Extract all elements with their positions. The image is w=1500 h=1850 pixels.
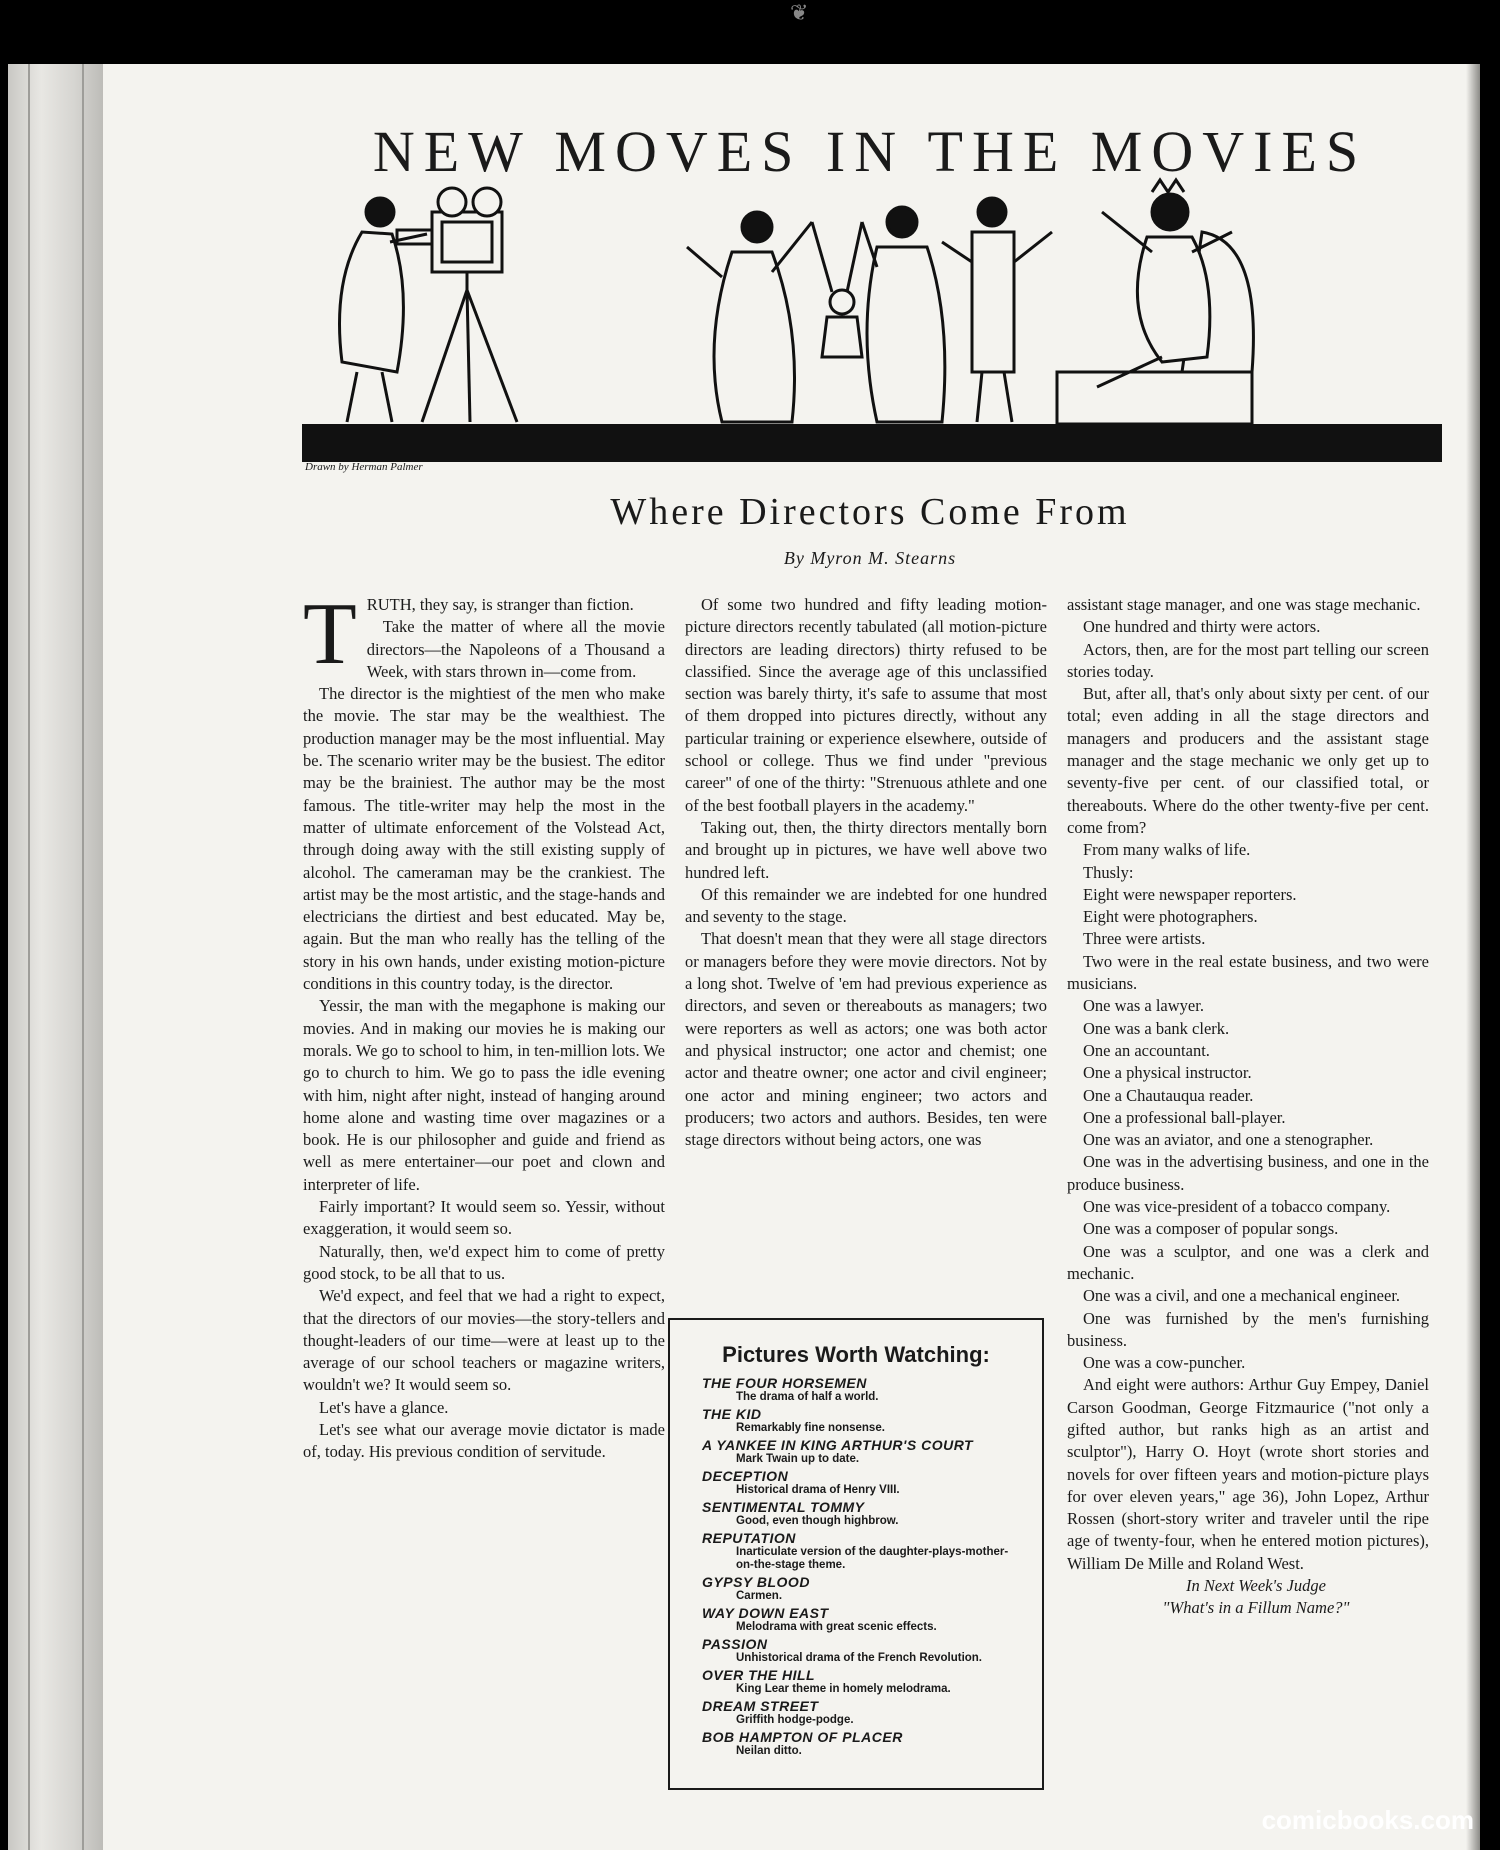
- recommendation-item: [702, 1407, 1022, 1438]
- movie-title: THE KID: [702, 1406, 762, 1422]
- movie-title: WAY DOWN EAST: [702, 1605, 829, 1621]
- article-paragraph: One a Chautauqua reader.: [1083, 1085, 1254, 1105]
- movie-title: OVER THE HILL: [702, 1667, 816, 1683]
- article-column-2: [685, 594, 1047, 1151]
- movie-title: BOB HAMPTON OF PLACER: [702, 1729, 903, 1745]
- movie-title: GYPSY BLOOD: [702, 1574, 810, 1590]
- article-paragraph: One was a bank clerk.: [1083, 1018, 1230, 1038]
- article-paragraph: We'd expect, and feel that we had a right to expect, that the directors of our movies—the story-tellers and thought-leaders of our time—were at least up to the average of our school teachers or magazine writers, wouldn't we? It would seem so.: [303, 1286, 665, 1395]
- article-paragraph: RUTH, they say, is stranger than fiction.: [366, 595, 634, 614]
- movie-title: DREAM STREET: [702, 1698, 819, 1714]
- byline: By Myron M. Stearns: [783, 548, 957, 568]
- box-title: Pictures Worth Watching:: [722, 1342, 990, 1367]
- recommendation-item: [702, 1500, 1022, 1531]
- movie-description: Unhistorical drama of the French Revolution.: [736, 1652, 983, 1664]
- article-paragraph: One was a sculptor, and one was a clerk and mechanic.: [1067, 1241, 1429, 1283]
- article-paragraph: assistant stage manager, and one was stage mechanic.: [1067, 595, 1421, 614]
- movie-title: A YANKEE IN KING ARTHUR'S COURT: [702, 1437, 974, 1453]
- article-paragraph: One was an aviator, and one a stenographer.: [1083, 1130, 1374, 1150]
- recommendation-item: [702, 1531, 1022, 1575]
- article-paragraph: One a physical instructor.: [1083, 1063, 1252, 1083]
- article-paragraph: One was a civil, and one a mechanical engineer.: [1083, 1286, 1401, 1306]
- recommendation-item: [702, 1668, 1022, 1699]
- binding-edge: [82, 64, 84, 1850]
- article-paragraph: That doesn't mean that they were all stage directors or managers before they were movie directors. Not by a long shot. Twelve of 'em had previous experience as directors, and seven or thereabouts as managers; two were reporters as well as actors; one was both actor and physical instructor; one actor and chemist; one actor and theatre owner; one actor and civil engineer; one actor and mining engineer; two actors and producers; two actors and authors. Besides, ten were stage directors without being actors, one was: [685, 929, 1047, 1150]
- watermark: comicbooks.com: [1261, 1805, 1474, 1835]
- article-paragraph: Eight were photographers.: [1083, 907, 1258, 927]
- article-paragraph: From many walks of life.: [1083, 840, 1251, 860]
- movie-title: REPUTATION: [702, 1530, 796, 1546]
- movie-description: Neilan ditto.: [736, 1745, 802, 1757]
- drop-cap: T: [303, 586, 357, 683]
- article-paragraph: And eight were authors: Arthur Guy Empey, Daniel Carson Goodman, George Fitzmaurice ("not only a gifted author, but ranks high as an artist and sculptor"), Harry O. Hoyt (wrote short stories and novels for over fifteen years and motion-picture plays for over eleven years," age 36), John Lopez, Arthur Rossen (short-story writer and traveler until the ripe age of twenty-four, when he entered motion pictures), William De Mille and Roland West.: [1067, 1375, 1429, 1573]
- movie-description: Historical drama of Henry VIII.: [736, 1484, 900, 1496]
- movie-description: Carmen.: [736, 1590, 783, 1602]
- article-paragraph: Naturally, then, we'd expect him to come of pretty good stock, to be all that to us.: [303, 1241, 665, 1283]
- article-paragraph: One an accountant.: [1083, 1040, 1210, 1060]
- article-paragraph: Yessir, the man with the megaphone is making our movies. And in making our movies he is making our morals. We go to school to him, in ten-million lots. We go to church to him. We go to pass the idle evening with him, night after night, instead of hanging around home alone and wasting time over magazines or a book. He is our philosopher and guide and friend as well as mere entertainer—our poet and clown and interpreter of life.: [303, 996, 666, 1194]
- article-title: Where Directors Come From: [610, 491, 1130, 533]
- binding-edge: [28, 64, 30, 1850]
- article-paragraph: Taking out, then, the thirty directors mentally born and brought up in pictures, we have well above two hundred left.: [685, 817, 1047, 882]
- article-paragraph: One was furnished by the men's furnishing business.: [1067, 1308, 1429, 1350]
- recommendation-item: [702, 1376, 1022, 1407]
- article-paragraph: Thusly:: [1083, 862, 1134, 882]
- recommendation-item: [702, 1575, 1022, 1606]
- article-paragraph: One hundred and thirty were actors.: [1083, 617, 1321, 637]
- movie-description: Good, even though highbrow.: [736, 1515, 899, 1527]
- article-paragraph: Let's see what our average movie dictator is made of, today. His previous condition of servitude.: [303, 1419, 665, 1462]
- illustration-credit: Drawn by Herman Palmer: [305, 461, 423, 473]
- book-binding: [8, 64, 103, 1850]
- movie-description: Inarticulate version of the daughter-plays-mother-on-the-stage theme.: [736, 1546, 1009, 1571]
- movie-description: Remarkably fine nonsense.: [736, 1422, 885, 1434]
- movie-description: Melodrama with great scenic effects.: [736, 1621, 937, 1633]
- pictures-worth-watching-box: [668, 1318, 1044, 1790]
- article-paragraph: One was vice-president of a tobacco company.: [1083, 1197, 1391, 1217]
- recommendation-item: [702, 1730, 1022, 1761]
- article-column-3: [1067, 594, 1429, 1620]
- article-paragraph: Actors, then, are for the most part telling our screen stories today.: [1067, 639, 1429, 681]
- headline: NEW MOVES IN THE MOVIES: [372, 119, 1368, 184]
- article-paragraph: The director is the mightiest of the men who make the movie. The star may be the wealthiest. The production manager may be the most influential. May be. The scenario writer may be the busiest. The editor may be the brainiest. The author may be the most famous. The title-writer may help the most in the matter of ultimate enforcement of the Volstead Act, through doing away with the still existing supply of alcohol. The cameraman may be the crankiest. The artist may be the most artistic, and the stage-hands and electricians the dirtiest and best educated. May be, again. But the man who really has the telling of the story in his own hands, under existing motion-picture conditions in this country today, is the director.: [303, 684, 665, 994]
- article-paragraph: One was a lawyer.: [1083, 996, 1204, 1016]
- article-paragraph: Of some two hundred and fifty leading motion-picture directors recently tabulated (all motion-picture directors are leading directors) thirty refused to be classified. Since the average age of this unclassified section was barely thirty, it's safe to assume that most of them dropped into pictures directly, without any particular training or experience elsewhere, outside of school or college. Thus we find under "previous career" of one of the thirty: "Strenuous athlete and one of the best football players in the academy.": [685, 595, 1047, 815]
- article-paragraph: Let's have a glance.: [319, 1397, 449, 1417]
- article-paragraph: One was a composer of popular songs.: [1083, 1219, 1339, 1239]
- article-paragraph: Fairly important? It would seem so. Yessir, without exaggeration, it would seem so.: [303, 1197, 665, 1239]
- movie-title: PASSION: [702, 1636, 768, 1652]
- recommendation-item: [702, 1469, 1022, 1500]
- movie-title: DECEPTION: [702, 1468, 789, 1484]
- article-paragraph: One was in the advertising business, and one in the produce business.: [1067, 1152, 1429, 1194]
- movie-description: King Lear theme in homely melodrama.: [736, 1683, 951, 1695]
- article-paragraph: Take the matter of where all the movie directors—the Napoleons of a Thousand a Week, with stars thrown in—come from.: [366, 617, 665, 681]
- recommendation-item: [702, 1438, 1022, 1469]
- greek-figures-illustration-icon: [302, 172, 1442, 462]
- ornament-glyph-icon: ❦: [790, 0, 809, 25]
- recommendation-list: [670, 1376, 1042, 1761]
- movie-description: The drama of half a world.: [736, 1391, 879, 1403]
- article-paragraph: One was a cow-puncher.: [1083, 1353, 1246, 1373]
- article-paragraph: One a professional ball-player.: [1083, 1107, 1286, 1127]
- next-week-title: "What's in a Fillum Name?": [1162, 1598, 1350, 1618]
- recommendation-item: [702, 1637, 1022, 1668]
- movie-title: THE FOUR HORSEMEN: [702, 1375, 867, 1391]
- recommendation-item: [702, 1606, 1022, 1637]
- article-paragraph: Eight were newspaper reporters.: [1083, 884, 1297, 904]
- article-paragraph: Three were artists.: [1083, 929, 1206, 949]
- article-paragraph: Of this remainder we are indebted for one hundred and seventy to the stage.: [685, 884, 1047, 927]
- movie-title: SENTIMENTAL TOMMY: [702, 1499, 865, 1515]
- article-paragraph: But, after all, that's only about sixty per cent. of our total; even adding in all the stage directors and managers and producers and the assistant stage manager and the stage mechanic we only get up to seventy-five per cent. of our classified total, or thereabouts. Where do the other twenty-five per cent. come from?: [1067, 684, 1429, 837]
- recommendation-item: [702, 1699, 1022, 1730]
- page-edge-shadow: [1466, 64, 1480, 1850]
- next-week-teaser: In Next Week's Judge: [1186, 1576, 1326, 1596]
- movie-description: Griffith hodge-podge.: [736, 1714, 854, 1726]
- article-column-1: [303, 586, 666, 1464]
- movie-description: Mark Twain up to date.: [736, 1453, 860, 1465]
- article-paragraph: Two were in the real estate business, and two were musicians.: [1067, 951, 1429, 994]
